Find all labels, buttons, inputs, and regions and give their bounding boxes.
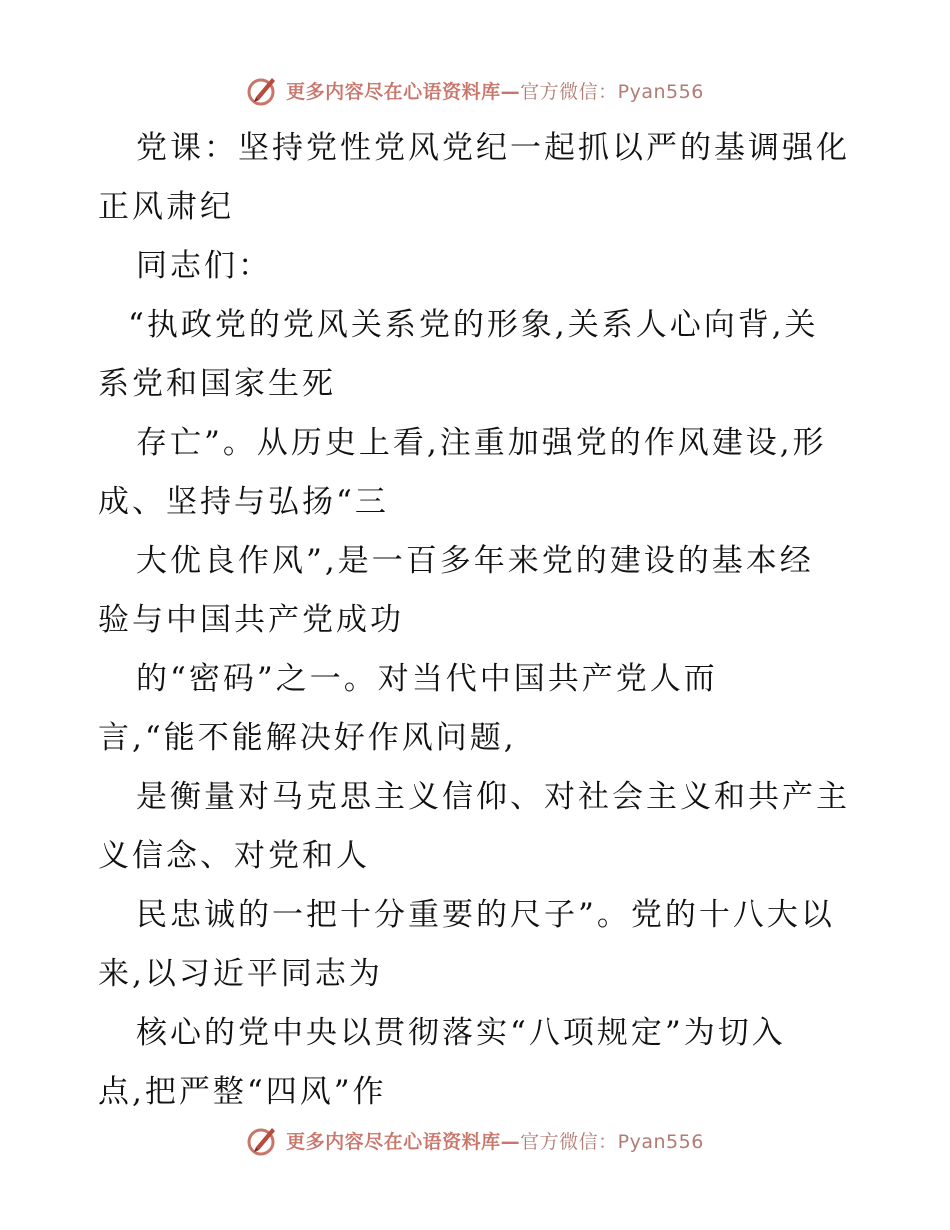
- doc-line: 成、坚持与弘扬“三: [98, 484, 389, 520]
- quill-pen-circle-icon: [246, 1123, 280, 1157]
- doc-line: 的“密码”之一。对当代中国共产党人而: [136, 661, 718, 697]
- doc-title-line-1: 党课：坚持党性党风党纪一起抓以严的基调强化: [136, 130, 850, 166]
- doc-line: 点,把严整“四风”作: [98, 1074, 387, 1110]
- doc-line: 核心的党中央以贯彻落实“八项规定”为切入: [136, 1015, 786, 1051]
- doc-line: “执政党的党风关系党的形象,关系人心向背,关: [128, 307, 819, 343]
- doc-line: 言,“能不能解决好作风问题,: [98, 720, 517, 756]
- quill-pen-circle-icon: [246, 73, 280, 107]
- doc-line: 来,以习近平同志为: [98, 956, 383, 992]
- doc-line: 存亡”。从历史上看,注重加强党的作风建设,形: [136, 425, 827, 461]
- doc-line: 民忠诚的一把十分重要的尺子”。党的十八大以: [136, 897, 835, 933]
- doc-line: 大优良作风”,是一百多年来党的建设的基本经: [136, 543, 814, 579]
- doc-line: 系党和国家生死: [98, 366, 336, 402]
- watermark-text: 更多内容尽在心语资料库—官方微信：Pyan556: [286, 80, 704, 103]
- doc-title-line-2: 正风肃纪: [98, 189, 234, 225]
- doc-line: 验与中国共产党成功: [98, 602, 404, 638]
- doc-line: 义信念、对党和人: [98, 838, 370, 874]
- document-body: [98, 126, 858, 1129]
- doc-salutation: 同志们：: [136, 248, 272, 284]
- header-watermark: [0, 70, 950, 110]
- doc-line: 是衡量对马克思主义信仰、对社会主义和共产主: [136, 779, 850, 815]
- footer-watermark: [0, 1120, 950, 1160]
- watermark-text: 更多内容尽在心语资料库—官方微信：Pyan556: [286, 1130, 704, 1153]
